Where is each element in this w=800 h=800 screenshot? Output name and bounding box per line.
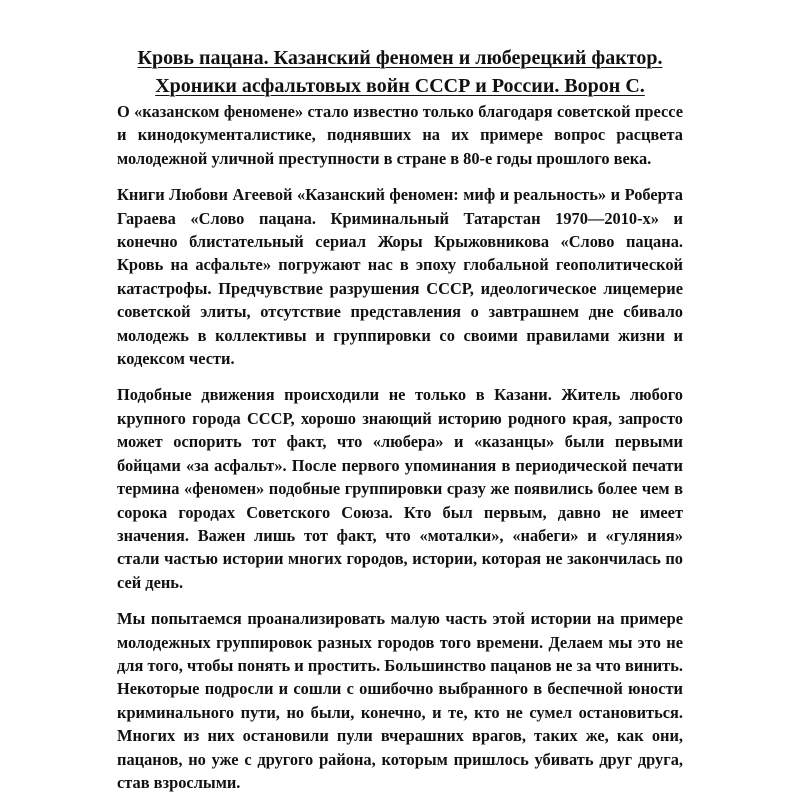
document-body (117, 100, 683, 800)
title-line-1: Кровь пацана. Казанский феномен и люберецкий фактор. (137, 47, 663, 69)
document-title (100, 44, 700, 100)
paragraph-3: Подобные движения происходили не только в Казани. Житель любого крупного города СССР, хорошо знающий историю родного края, запросто может оспорить тот факт, что «любера» и «казанцы» были первыми бойцами «за асфальт». После первого упоминания в периодической печати термина «феномен» подобные группировки сразу же появились более чем в сорока городах Советского Союза. Кто был первым, давно не имеет значения. Важен лишь тот факт, что «моталки», «набеги» и «гуляния» стали частью истории многих городов, истории, которая не закончилась по сей день. (117, 385, 683, 592)
paragraph-4: Мы попытаемся проанализировать малую часть этой истории на примере молодежных группировок разных городов того времени. Делаем мы это не для того, чтобы понять и простить. Большинство пацанов не за что винить. Некоторые подросли и сошли с ошибочно выбранного в беспечной юности криминального пути, но были, конечно, и те, кто не сумел остановиться. Многих из них остановили пули вчерашних врагов, таких же, как они, пацанов, но уже с другого района, которым пришлось убивать друг друга, став взрослыми. (117, 609, 683, 792)
paragraph-1: О «казанском феномене» стало известно только благодаря советской прессе и кинодокументалистике, поднявших на их примере вопрос расцвета молодежной уличной преступности в стране в 80-е годы прошлого века. (117, 102, 683, 168)
paragraph-2: Книги Любови Агеевой «Казанский феномен: миф и реальность» и Роберта Гараева «Слово пацана. Криминальный Татарстан 1970—2010-х» и конечно блистательный сериал Жоры Крыжовникова «Слово пацана. Кровь на асфальте» погружают нас в эпоху глобальной геополитической катастрофы. Предчувствие разрушения СССР, идеологическое лицемерие советской элиты, отсутствие представления о завтрашнем дне сбивало молодежь в коллективы и группировки со своими правилами жизни и кодексом чести. (117, 185, 683, 369)
title-line-2: Хроники асфальтовых войн СССР и России. Ворон С. (155, 75, 645, 97)
